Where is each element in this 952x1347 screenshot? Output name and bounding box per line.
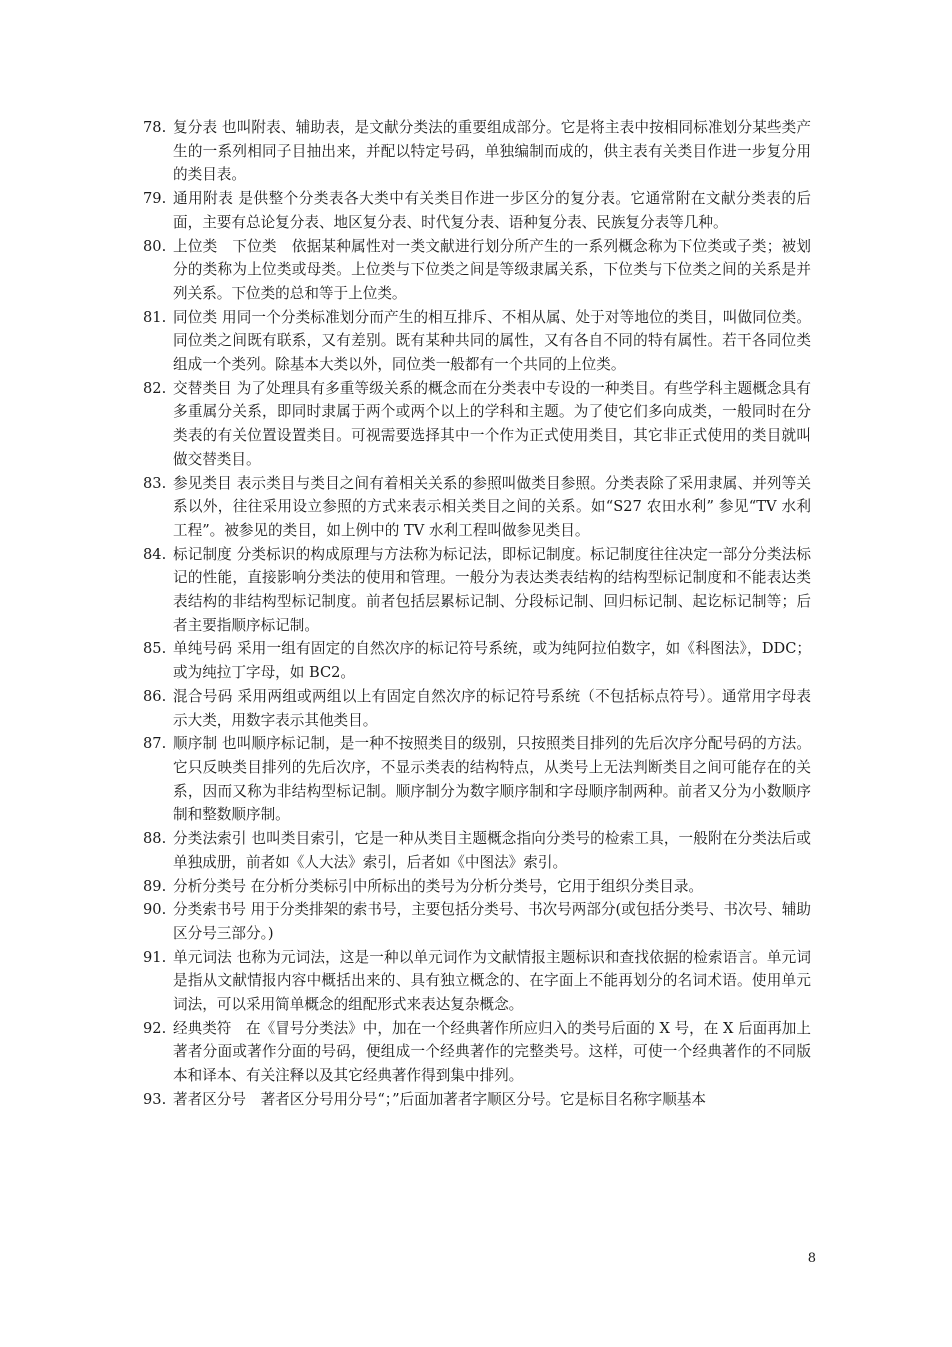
entry-text: 顺序制 也叫顺序标记制，是一种不按照类目的级别，只按照类目排列的先后次序分配号码的方法。它只反映类目排列的先后次序，不显示类表的结构特点，从类号上无法判断类目之间可能存在的关系，因而又称为非结构型标记制。顺序制分为数字顺序制和字母顺序制两种。前者又分为小数顺序制和整数顺序制。 <box>173 735 811 824</box>
entry-number: 80. <box>143 237 167 255</box>
entry-number: 90. <box>143 901 167 919</box>
entry-text: 标记制度 分类标识的构成原理与方法称为标记法，即标记制度。标记制度往往决定一部分分类法标记的性能，直接影响分类法的使用和管理。一般分为表达类表结构的结构型标记制度和不能表达类表结构的非结构型标记制度。前者包括层累标记制、分段标记制、回归标记制、起讫标记制等；后者主要指顺序标记制。 <box>173 545 811 634</box>
entry-number: 89. <box>143 877 167 895</box>
list-item <box>143 472 811 543</box>
entry-text: 同位类 用同一个分类标准划分而产生的相互排斥、不相从属、处于对等地位的类目，叫做同位类。同位类之间既有联系，又有差别。既有某种共同的属性，又有各自不同的特有属性。若干各同位类组成一个类列。除基本大类以外，同位类一般都有一个共同的上位类。 <box>173 308 811 374</box>
page-number: 8 <box>807 1251 816 1266</box>
entry-text: 经典类符 在《冒号分类法》中，加在一个经典著作所应归入的类号后面的 X 号，在 X 后面再加上著者分面或著作分面的号码，便组成一个经典著作的完整类号。这样，可使一个经典著作的不同版本和译本、有关注释以及其它经典著作得到集中排列。 <box>173 1019 811 1085</box>
entry-number: 91. <box>143 948 167 966</box>
list-item <box>143 543 811 638</box>
entry-number: 78. <box>143 119 167 136</box>
list-item <box>143 898 811 945</box>
entry-number: 92. <box>143 1019 167 1037</box>
entry-text: 上位类 下位类 依据某种属性对一类文献进行划分所产生的一系列概念称为下位类或子类；被划分的类称为上位类或母类。上位类与下位类之间是等级隶属关系，下位类与下位类之间的关系是并列关系。下位类的总和等于上位类。 <box>173 237 811 302</box>
entry-number: 88. <box>143 830 167 848</box>
entry-text: 参见类目 表示类目与类目之间有着相关关系的参照叫做类目参照。分类表除了采用隶属、并列等关系以外，往往采用设立参照的方式来表示相关类目之间的关系。如“S27 农田水利” 参见“TV 水利工程”。被参见的类目，如上例中的 TV 水利工程叫做参见类目。 <box>173 474 811 539</box>
list-item <box>143 732 811 827</box>
entry-text: 单元词法 也称为元词法，这是一种以单元词作为文献情报主题标识和查找依据的检索语言。单元词是指从文献情报内容中概括出来的、具有独立概念的、在字面上不能再划分的名词术语。使用单元词法，可以采用简单概念的组配形式来表达复杂概念。 <box>173 948 811 1014</box>
list-item <box>143 946 811 1017</box>
entry-number: 81. <box>143 308 167 326</box>
list-item <box>143 1017 811 1088</box>
entry-number: 84. <box>143 545 167 563</box>
list-item <box>143 306 811 377</box>
entry-number: 85. <box>143 640 167 658</box>
entry-number: 86. <box>143 687 167 705</box>
entry-number: 87. <box>143 735 167 753</box>
entry-text: 分类索书号 用于分类排架的索书号，主要包括分类号、书次号两部分(或包括分类号、书次号、辅助区分号三部分。) <box>173 901 811 942</box>
list-item <box>143 875 811 899</box>
entry-text: 单纯号码 采用一组有固定的自然次序的标记符号系统，或为纯阿拉伯数字，如《科图法》，DDC；或为纯拉丁字母，如 BC2。 <box>173 640 811 682</box>
entry-list <box>143 116 811 1112</box>
list-item <box>143 685 811 732</box>
list-item <box>143 637 811 684</box>
list-item <box>143 187 811 234</box>
entry-text: 分析分类号 在分析分类标引中所标出的类号为分析分类号，它用于组织分类目录。 <box>173 877 704 895</box>
entry-text: 交替类目 为了处理具有多重等级关系的概念而在分类表中专设的一种类目。有些学科主题概念具有多重属分关系，即同时隶属于两个或两个以上的学科和主题。为了使它们多向成类，一般同时在分类表的有关位置设置类目。可视需要选择其中一个作为正式使用类目，其它非正式使用的类目就叫做交替类目。 <box>173 379 811 468</box>
entry-number: 83. <box>143 474 167 492</box>
list-item <box>143 1088 811 1112</box>
entry-number: 82. <box>143 379 167 397</box>
entry-number: 79. <box>143 190 167 208</box>
entry-text: 复分表 也叫附表、辅助表，是文献分类法的重要组成部分。它是将主表中按相同标准划分某些类产生的一系列相同子目抽出来，并配以特定号码，单独编制而成的，供主表有关类目作进一步复分用的类目表。 <box>173 119 811 184</box>
entry-text: 分类法索引 也叫类目索引，它是一种从类目主题概念指向分类号的检索工具，一般附在分类法后或单独成册，前者如《人大法》索引，后者如《中图法》索引。 <box>173 830 811 871</box>
list-item <box>143 827 811 874</box>
list-item <box>143 235 811 306</box>
entry-text: 著者区分号 著者区分号用分号“；”后面加著者字顺区分号。它是标目名称字顺基本 <box>173 1090 706 1108</box>
entry-number: 93. <box>143 1090 167 1108</box>
list-item <box>143 377 811 472</box>
entry-text: 通用附表 是供整个分类表各大类中有关类目作进一步区分的复分表。它通常附在文献分类表的后面，主要有总论复分表、地区复分表、时代复分表、语种复分表、民族复分表等几种。 <box>173 190 811 231</box>
entry-text: 混合号码 采用两组或两组以上有固定自然次序的标记符号系统（不包括标点符号）。通常用字母表示大类，用数字表示其他类目。 <box>173 687 811 729</box>
list-item <box>143 116 811 187</box>
